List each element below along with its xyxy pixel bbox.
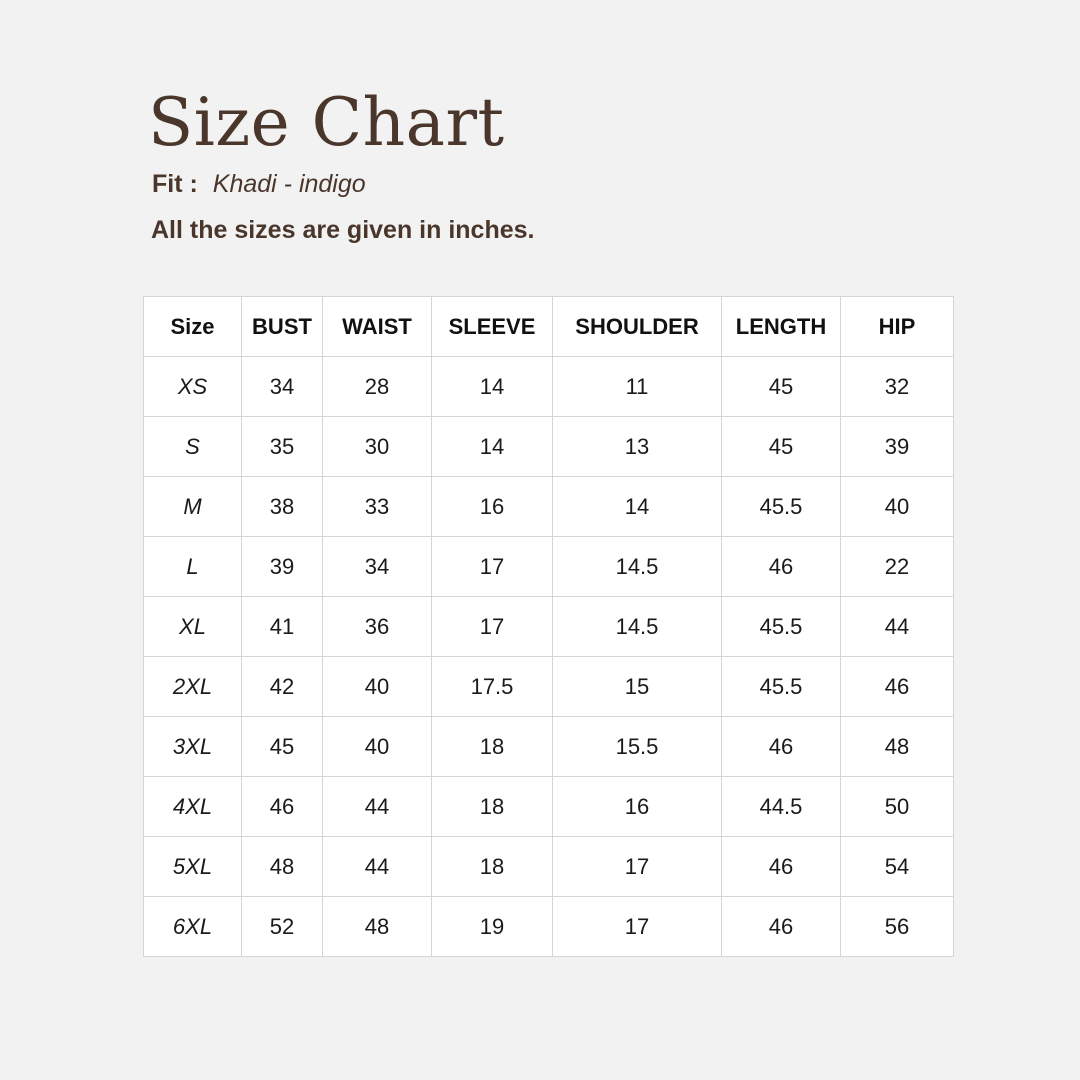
measurement-cell: 36 (323, 597, 432, 657)
table-row (144, 657, 954, 717)
measurement-cell: 33 (323, 477, 432, 537)
measurement-cell: 11 (553, 357, 722, 417)
size-cell: L (144, 537, 242, 597)
measurement-cell: 17 (432, 537, 553, 597)
measurement-cell: 44.5 (722, 777, 841, 837)
measurement-cell: 34 (242, 357, 323, 417)
measurement-cell: 40 (323, 657, 432, 717)
measurement-cell: 45 (242, 717, 323, 777)
measurement-cell: 39 (242, 537, 323, 597)
measurement-cell: 45 (722, 417, 841, 477)
size-cell: XL (144, 597, 242, 657)
size-table (143, 296, 954, 957)
measurement-cell: 32 (841, 357, 954, 417)
table-row (144, 777, 954, 837)
measurement-cell: 18 (432, 717, 553, 777)
measurement-cell: 18 (432, 777, 553, 837)
measurement-cell: 44 (323, 777, 432, 837)
table-row (144, 537, 954, 597)
column-header: SLEEVE (432, 297, 553, 357)
measurement-cell: 45.5 (722, 657, 841, 717)
measurement-cell: 46 (722, 897, 841, 957)
column-header: SHOULDER (553, 297, 722, 357)
table-row (144, 417, 954, 477)
measurement-cell: 14.5 (553, 597, 722, 657)
measurement-cell: 14.5 (553, 537, 722, 597)
measurement-cell: 15.5 (553, 717, 722, 777)
measurement-cell: 40 (841, 477, 954, 537)
measurement-cell: 54 (841, 837, 954, 897)
measurement-cell: 17 (553, 897, 722, 957)
measurement-cell: 17 (553, 837, 722, 897)
measurement-cell: 16 (553, 777, 722, 837)
measurement-cell: 45.5 (722, 477, 841, 537)
measurement-cell: 15 (553, 657, 722, 717)
measurement-cell: 44 (323, 837, 432, 897)
size-cell: 2XL (144, 657, 242, 717)
table-row (144, 597, 954, 657)
measurement-cell: 46 (722, 537, 841, 597)
measurement-cell: 14 (432, 417, 553, 477)
size-cell: 4XL (144, 777, 242, 837)
measurement-cell: 44 (841, 597, 954, 657)
measurement-cell: 17 (432, 597, 553, 657)
fit-value: Khadi - indigo (212, 170, 366, 198)
measurement-cell: 18 (432, 837, 553, 897)
measurement-cell: 28 (323, 357, 432, 417)
measurement-cell: 48 (323, 897, 432, 957)
column-header: WAIST (323, 297, 432, 357)
measurement-cell: 48 (841, 717, 954, 777)
measurement-cell: 30 (323, 417, 432, 477)
size-cell: M (144, 477, 242, 537)
measurement-cell: 40 (323, 717, 432, 777)
size-cell: XS (144, 357, 242, 417)
table-row (144, 477, 954, 537)
measurement-cell: 22 (841, 537, 954, 597)
table-body (144, 357, 954, 957)
fit-line (152, 166, 366, 202)
table-row (144, 717, 954, 777)
measurement-cell: 46 (841, 657, 954, 717)
measurement-cell: 38 (242, 477, 323, 537)
measurement-cell: 46 (722, 837, 841, 897)
measurement-cell: 48 (242, 837, 323, 897)
measurement-cell: 17.5 (432, 657, 553, 717)
measurement-cell: 46 (722, 717, 841, 777)
measurement-cell: 45.5 (722, 597, 841, 657)
column-header: BUST (242, 297, 323, 357)
column-header: LENGTH (722, 297, 841, 357)
page-title: Size Chart (148, 84, 505, 161)
measurement-cell: 56 (841, 897, 954, 957)
table-row (144, 837, 954, 897)
measurement-cell: 14 (553, 477, 722, 537)
measurement-cell: 14 (432, 357, 553, 417)
measurement-cell: 16 (432, 477, 553, 537)
measurement-cell: 41 (242, 597, 323, 657)
measurement-cell: 45 (722, 357, 841, 417)
measurement-cell: 13 (553, 417, 722, 477)
table-row (144, 897, 954, 957)
measurement-cell: 46 (242, 777, 323, 837)
column-header: Size (144, 297, 242, 357)
measurement-cell: 42 (242, 657, 323, 717)
measurement-cell: 35 (242, 417, 323, 477)
measurement-cell: 50 (841, 777, 954, 837)
column-header: HIP (841, 297, 954, 357)
size-cell: S (144, 417, 242, 477)
table-header-row (144, 297, 954, 357)
measurement-cell: 39 (841, 417, 954, 477)
fit-label: Fit : (152, 170, 198, 198)
units-note: All the sizes are given in inches. (151, 216, 535, 244)
table-row (144, 357, 954, 417)
measurement-cell: 34 (323, 537, 432, 597)
size-cell: 5XL (144, 837, 242, 897)
size-cell: 3XL (144, 717, 242, 777)
measurement-cell: 19 (432, 897, 553, 957)
measurement-cell: 52 (242, 897, 323, 957)
size-cell: 6XL (144, 897, 242, 957)
